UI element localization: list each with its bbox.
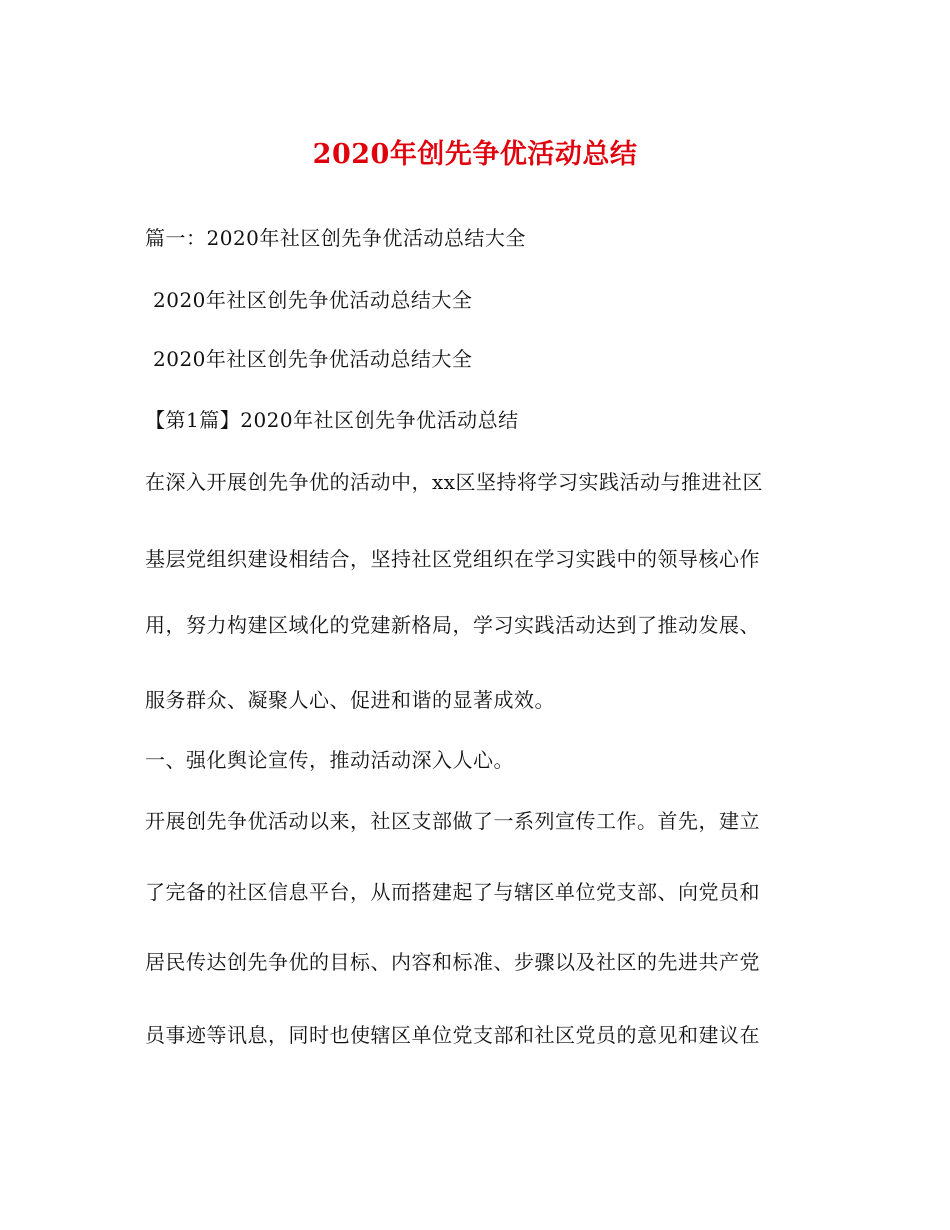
text-line-1: 篇一：2020年社区创先争优活动总结大全 <box>145 226 526 250</box>
text-line-3: 2020年社区创先争优活动总结大全 <box>153 347 473 371</box>
text-line-9: 一、强化舆论宣传，推动活动深入人心。 <box>145 748 514 772</box>
text-line-10: 开展创先争优活动以来，社区支部做了一系列宣传工作。首先，建立 <box>145 809 760 833</box>
text-line-4: 【第1篇】2020年社区创先争优活动总结 <box>145 408 519 432</box>
text-line-7: 用，努力构建区域化的党建新格局，学习实践活动达到了推动发展、 <box>145 613 760 637</box>
text-line-5: 在深入开展创先争优的活动中，xx区坚持将学习实践活动与推进社区 <box>145 470 764 494</box>
text-line-12: 居民传达创先争优的目标、内容和标准、步骤以及社区的先进共产党 <box>145 950 760 974</box>
text-line-6: 基层党组织建设相结合，坚持社区党组织在学习实践中的领导核心作 <box>145 547 760 571</box>
document-title: 2020年创先争优活动总结 <box>312 139 638 170</box>
text-line-8: 服务群众、凝聚人心、促进和谐的显著成效。 <box>145 688 555 712</box>
text-line-2: 2020年社区创先争优活动总结大全 <box>153 288 473 312</box>
text-line-11: 了完备的社区信息平台，从而搭建起了与辖区单位党支部、向党员和 <box>145 880 760 904</box>
text-line-13: 员事迹等讯息，同时也使辖区单位党支部和社区党员的意见和建议在 <box>145 1023 760 1047</box>
